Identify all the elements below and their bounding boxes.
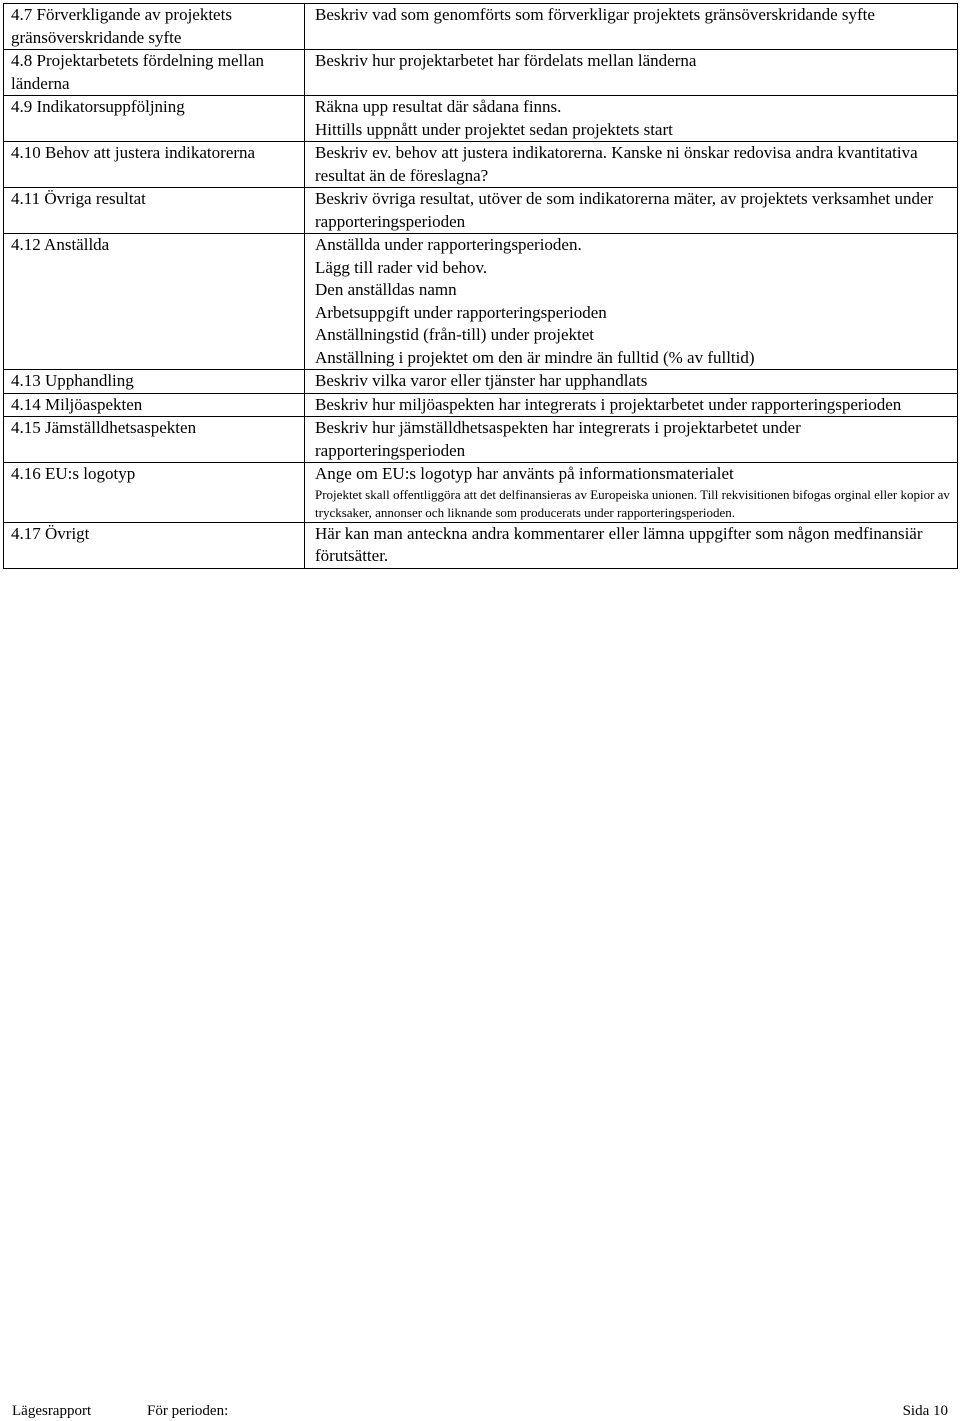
description-line: Arbetsuppgift under rapporteringsperioden [315,302,607,322]
section-description [305,370,958,394]
table-row [4,50,958,96]
footer-page-number: Sida 10 [902,1403,948,1419]
description-line: Beskriv övriga resultat, utöver de som indikatorerna mäter, av projektets verksamhet under rapporteringsperioden [315,189,934,231]
description-line: Anställningstid (från-till) under projektet [315,325,595,344]
description-line: Beskriv hur projektarbetet har fördelats mellan länderna [315,51,697,70]
description-line: Räkna upp resultat där sådana finns. [315,97,562,116]
table-row [4,234,958,370]
description-line: Beskriv hur miljöaspekten har integrerats i projektarbetet under rapporteringsperioden [315,394,902,414]
section-description [305,50,958,96]
section-label: 4.14 Miljöaspekten [4,393,305,417]
description-line: Lägg till rader vid behov. [315,257,488,277]
section-label: 4.15 Jämställdhetsaspekten [4,417,305,463]
description-line: Den anställdas namn [315,280,457,299]
table-body [4,4,958,569]
table-row [4,4,958,50]
section-description [305,142,958,188]
table-row [4,417,958,463]
table-row [4,96,958,142]
section-description [305,234,958,370]
section-label: 4.8 Projektarbetets fördelning mellan länderna [4,50,305,96]
section-label: 4.16 EU:s logotyp [4,463,305,523]
section-description [305,96,958,142]
section-description [305,393,958,417]
section-label: 4.17 Övrigt [4,522,305,568]
description-line: Anställning i projektet om den är mindre än fulltid (% av fulltid) [315,347,755,367]
section-description [305,522,958,568]
description-line: Beskriv ev. behov att justera indikatorerna. Kanske ni önskar redovisa andra kvantitativa resultat än de föreslagna? [315,143,918,185]
description-line: Här kan man anteckna andra kommentarer eller lämna uppgifter som någon medfinansiär förutsätter. [315,523,923,565]
table-row [4,188,958,234]
footer-period-label: För perioden: [147,1403,229,1419]
description-line: Beskriv hur jämställdhetsaspekten har integrerats i projektarbetet under rapporteringsperioden [315,418,801,460]
section-label: 4.9 Indikatorsuppföljning [4,96,305,142]
section-label: 4.7 Förverkligande av projektets gränsöverskridande syfte [4,4,305,50]
description-line: Beskriv vilka varor eller tjänster har upphandlats [315,371,648,390]
table-row [4,370,958,394]
section-description [305,188,958,234]
table-row [4,142,958,188]
report-instructions-table [3,3,958,569]
description-line: Ange om EU:s logotyp har använts på informationsmaterialet [315,464,734,483]
section-label: 4.12 Anställda [4,234,305,370]
description-line: Anställda under rapporteringsperioden. [315,235,582,254]
section-label: 4.13 Upphandling [4,370,305,394]
section-description [305,4,958,50]
description-line: Beskriv vad som genomförts som förverkligar projektets gränsöverskridande syfte [315,5,875,24]
section-description [305,417,958,463]
description-line: Hittills uppnått under projektet sedan projektets start [315,119,673,139]
table-row [4,463,958,523]
section-label: 4.10 Behov att justera indikatorerna [4,142,305,188]
footer-report-title: Lägesrapport [12,1403,92,1419]
section-description [305,463,958,523]
table-row [4,393,958,417]
section-label: 4.11 Övriga resultat [4,188,305,234]
table-row [4,522,958,568]
description-note: Projektet skall offentliggöra att det delfinansieras av Europeiska unionen. Till rekvisitionen bifogas orginal eller kopior av trycksaker, annonser och liknande som producerats under rapporteringsperioden. [315,486,950,520]
